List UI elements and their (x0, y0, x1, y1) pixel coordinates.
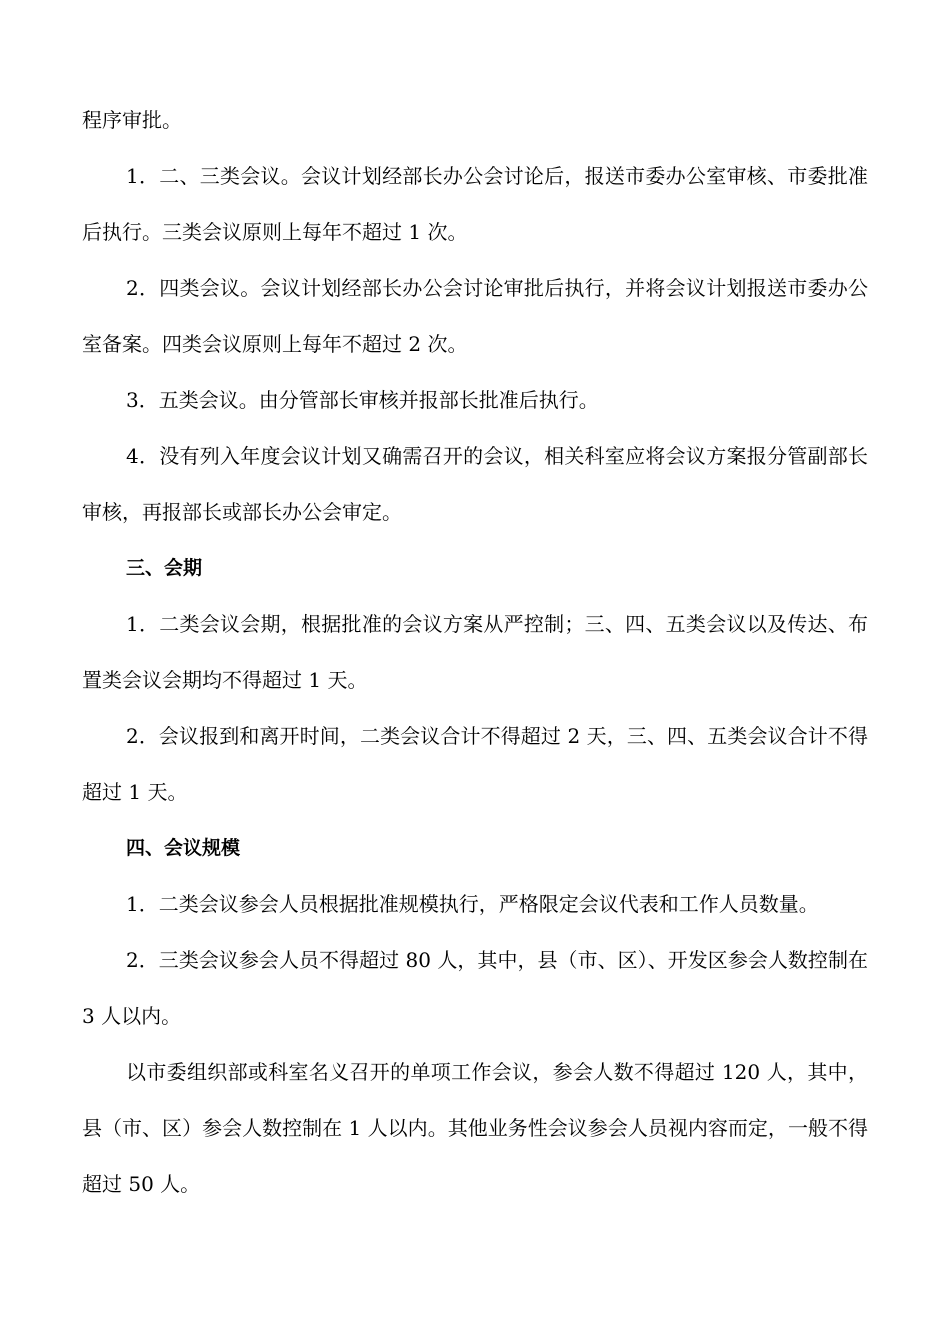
section-heading-meeting-duration: 三、会期 (126, 557, 203, 579)
paragraph-item-1: 1．二、三类会议。会议计划经部长办公会讨论后，报送市委办公室审核、市委批准后执行。三类会议原则上每年不超过 1 次。 (82, 164, 868, 244)
paragraph-continuation: 程序审批。 (82, 108, 182, 132)
paragraph-scale-1: 1．二类会议参会人员根据批准规模执行，严格限定会议代表和工作人员数量。 (126, 892, 819, 916)
paragraph-item-4: 4．没有列入年度会议计划又确需召开的会议，相关科室应将会议方案报分管副部长审核，再报部长或部长办公会审定。 (82, 444, 868, 524)
paragraph-scale-3: 以市委组织部或科室名义召开的单项工作会议，参会人数不得超过 120 人，其中，县（市、区）参会人数控制在 1 人以内。其他业务性会议参会人员视内容而定，一般不得超过 50 人。 (82, 1060, 868, 1196)
paragraph-duration-1: 1．二类会议会期，根据批准的会议方案从严控制；三、四、五类会议以及传达、布置类会议会期均不得超过 1 天。 (82, 612, 868, 692)
paragraph-item-2: 2．四类会议。会议计划经部长办公会讨论审批后执行，并将会议计划报送市委办公室备案。四类会议原则上每年不超过 2 次。 (82, 276, 868, 356)
paragraph-item-3: 3．五类会议。由分管部长审核并报部长批准后执行。 (126, 388, 599, 412)
paragraph-scale-2: 2．三类会议参会人员不得超过 80 人，其中，县（市、区）、开发区参会人数控制在 3 人以内。 (82, 948, 868, 1028)
paragraph-duration-2: 2．会议报到和离开时间，二类会议合计不得超过 2 天，三、四、五类会议合计不得超过 1 天。 (82, 724, 868, 804)
section-heading-meeting-scale: 四、会议规模 (126, 837, 241, 859)
document-body (82, 92, 868, 1212)
